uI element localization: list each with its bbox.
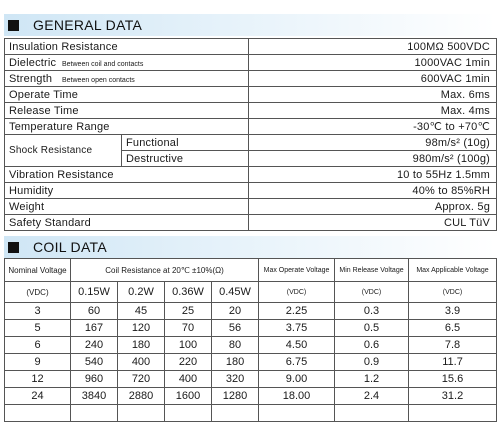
temperature-value: -30℃ to +70℃ [249, 119, 497, 135]
release-value: Max. 4ms [249, 103, 497, 119]
table-cell [118, 405, 165, 422]
power-0.2w: 0.2W [118, 282, 165, 303]
table-cell: 3840 [71, 388, 118, 405]
power-0.15w: 0.15W [71, 282, 118, 303]
coil-data-title: COIL DATA [33, 239, 108, 255]
humidity-value: 40% to 85%RH [249, 183, 497, 199]
square-bullet-icon [8, 20, 19, 31]
shock-label: Shock Resistance [5, 135, 122, 167]
table-row [5, 71, 497, 87]
coil-data-body [5, 303, 497, 422]
coil-data-table [4, 258, 497, 422]
table-cell: 3 [5, 303, 71, 320]
table-cell: 7.8 [409, 337, 497, 354]
table-cell: 0.5 [335, 320, 409, 337]
strength-sub: Between open contacts [62, 76, 135, 84]
shock-functional-label: Functional [122, 135, 249, 151]
insulation-label: Insulation Resistance [5, 39, 249, 55]
general-data-header [4, 14, 496, 36]
power-0.36w: 0.36W [165, 282, 212, 303]
table-cell: 220 [165, 354, 212, 371]
dielectric-value: 1000VAC 1min [249, 55, 497, 71]
table-cell: 0.3 [335, 303, 409, 320]
table-cell: 180 [118, 337, 165, 354]
table-cell: 80 [212, 337, 259, 354]
table-cell: 45 [118, 303, 165, 320]
table-row [5, 135, 497, 151]
table-cell: 12 [5, 371, 71, 388]
general-data-title: GENERAL DATA [33, 17, 143, 33]
table-cell: 1600 [165, 388, 212, 405]
weight-label: Weight [5, 199, 249, 215]
strength-value: 600VAC 1min [249, 71, 497, 87]
table-cell [165, 405, 212, 422]
vibration-value: 10 to 55Hz 1.5mm [249, 167, 497, 183]
table-cell [335, 405, 409, 422]
max-operate-unit: (VDC) [259, 282, 335, 303]
table-cell: 9.00 [259, 371, 335, 388]
table-cell: 180 [212, 354, 259, 371]
table-row [5, 55, 497, 71]
table-row [5, 371, 497, 388]
nominal-unit: (VDC) [5, 282, 71, 303]
shock-functional-value: 98m/s² (10g) [249, 135, 497, 151]
max-applicable-unit: (VDC) [409, 282, 497, 303]
temperature-label: Temperature Range [5, 119, 249, 135]
operate-label: Operate Time [5, 87, 249, 103]
table-cell: 4.50 [259, 337, 335, 354]
strength-label-cell [5, 71, 249, 87]
table-cell: 2.25 [259, 303, 335, 320]
table-cell: 167 [71, 320, 118, 337]
table-cell: 120 [118, 320, 165, 337]
table-cell: 3.75 [259, 320, 335, 337]
table-row [5, 199, 497, 215]
table-row [5, 320, 497, 337]
table-cell: 320 [212, 371, 259, 388]
insulation-value: 100MΩ 500VDC [249, 39, 497, 55]
table-row [5, 337, 497, 354]
table-row [5, 119, 497, 135]
table-cell: 70 [165, 320, 212, 337]
table-cell: 240 [71, 337, 118, 354]
nominal-voltage-header: Nominal Voltage [5, 259, 71, 282]
table-cell: 24 [5, 388, 71, 405]
table-row [5, 167, 497, 183]
dielectric-sub: Between coil and contacts [62, 60, 144, 68]
power-0.45w: 0.45W [212, 282, 259, 303]
square-bullet-icon [8, 242, 19, 253]
coil-unit-row [5, 282, 497, 303]
table-cell: 2.4 [335, 388, 409, 405]
table-cell: 6.75 [259, 354, 335, 371]
table-cell: 56 [212, 320, 259, 337]
table-row [5, 354, 497, 371]
table-row [5, 303, 497, 320]
weight-value: Approx. 5g [249, 199, 497, 215]
table-row [5, 87, 497, 103]
table-row [5, 39, 497, 55]
table-cell: 0.9 [335, 354, 409, 371]
table-row [5, 388, 497, 405]
max-operate-header: Max Operate Voltage [259, 259, 335, 282]
table-cell: 31.2 [409, 388, 497, 405]
table-cell: 1280 [212, 388, 259, 405]
max-applicable-header: Max Applicable Voltage [409, 259, 497, 282]
table-cell: 6.5 [409, 320, 497, 337]
table-cell [409, 405, 497, 422]
operate-value: Max. 6ms [249, 87, 497, 103]
shock-destructive-value: 980m/s² (100g) [249, 151, 497, 167]
table-cell: 5 [5, 320, 71, 337]
humidity-label: Humidity [5, 183, 249, 199]
table-cell [212, 405, 259, 422]
coil-data-header [4, 236, 496, 258]
table-cell: 1.2 [335, 371, 409, 388]
table-cell: 400 [165, 371, 212, 388]
vibration-label: Vibration Resistance [5, 167, 249, 183]
table-row [5, 183, 497, 199]
table-row [5, 405, 497, 422]
table-cell: 720 [118, 371, 165, 388]
table-cell: 3.9 [409, 303, 497, 320]
table-cell: 11.7 [409, 354, 497, 371]
table-row [5, 215, 497, 231]
coil-resistance-header: Coil Resistance at 20℃ ±10%(Ω) [71, 259, 259, 282]
table-cell [259, 405, 335, 422]
table-cell: 100 [165, 337, 212, 354]
dielectric-label: Dielectric [9, 56, 57, 69]
safety-value: CUL TüV [249, 215, 497, 231]
table-cell [5, 405, 71, 422]
table-cell: 20 [212, 303, 259, 320]
table-cell: 960 [71, 371, 118, 388]
table-cell: 25 [165, 303, 212, 320]
shock-destructive-label: Destructive [122, 151, 249, 167]
table-cell: 18.00 [259, 388, 335, 405]
table-cell: 2880 [118, 388, 165, 405]
table-cell: 400 [118, 354, 165, 371]
dielectric-label-cell [5, 55, 249, 71]
general-data-table [4, 38, 497, 231]
table-cell: 15.6 [409, 371, 497, 388]
table-cell: 9 [5, 354, 71, 371]
table-cell: 0.6 [335, 337, 409, 354]
strength-label: Strength [9, 72, 53, 85]
table-cell: 6 [5, 337, 71, 354]
table-cell: 60 [71, 303, 118, 320]
table-row [5, 103, 497, 119]
release-label: Release Time [5, 103, 249, 119]
table-cell: 540 [71, 354, 118, 371]
table-cell [71, 405, 118, 422]
safety-label: Safety Standard [5, 215, 249, 231]
coil-header-row [5, 259, 497, 282]
min-release-unit: (VDC) [335, 282, 409, 303]
min-release-header: Min Release Voltage [335, 259, 409, 282]
